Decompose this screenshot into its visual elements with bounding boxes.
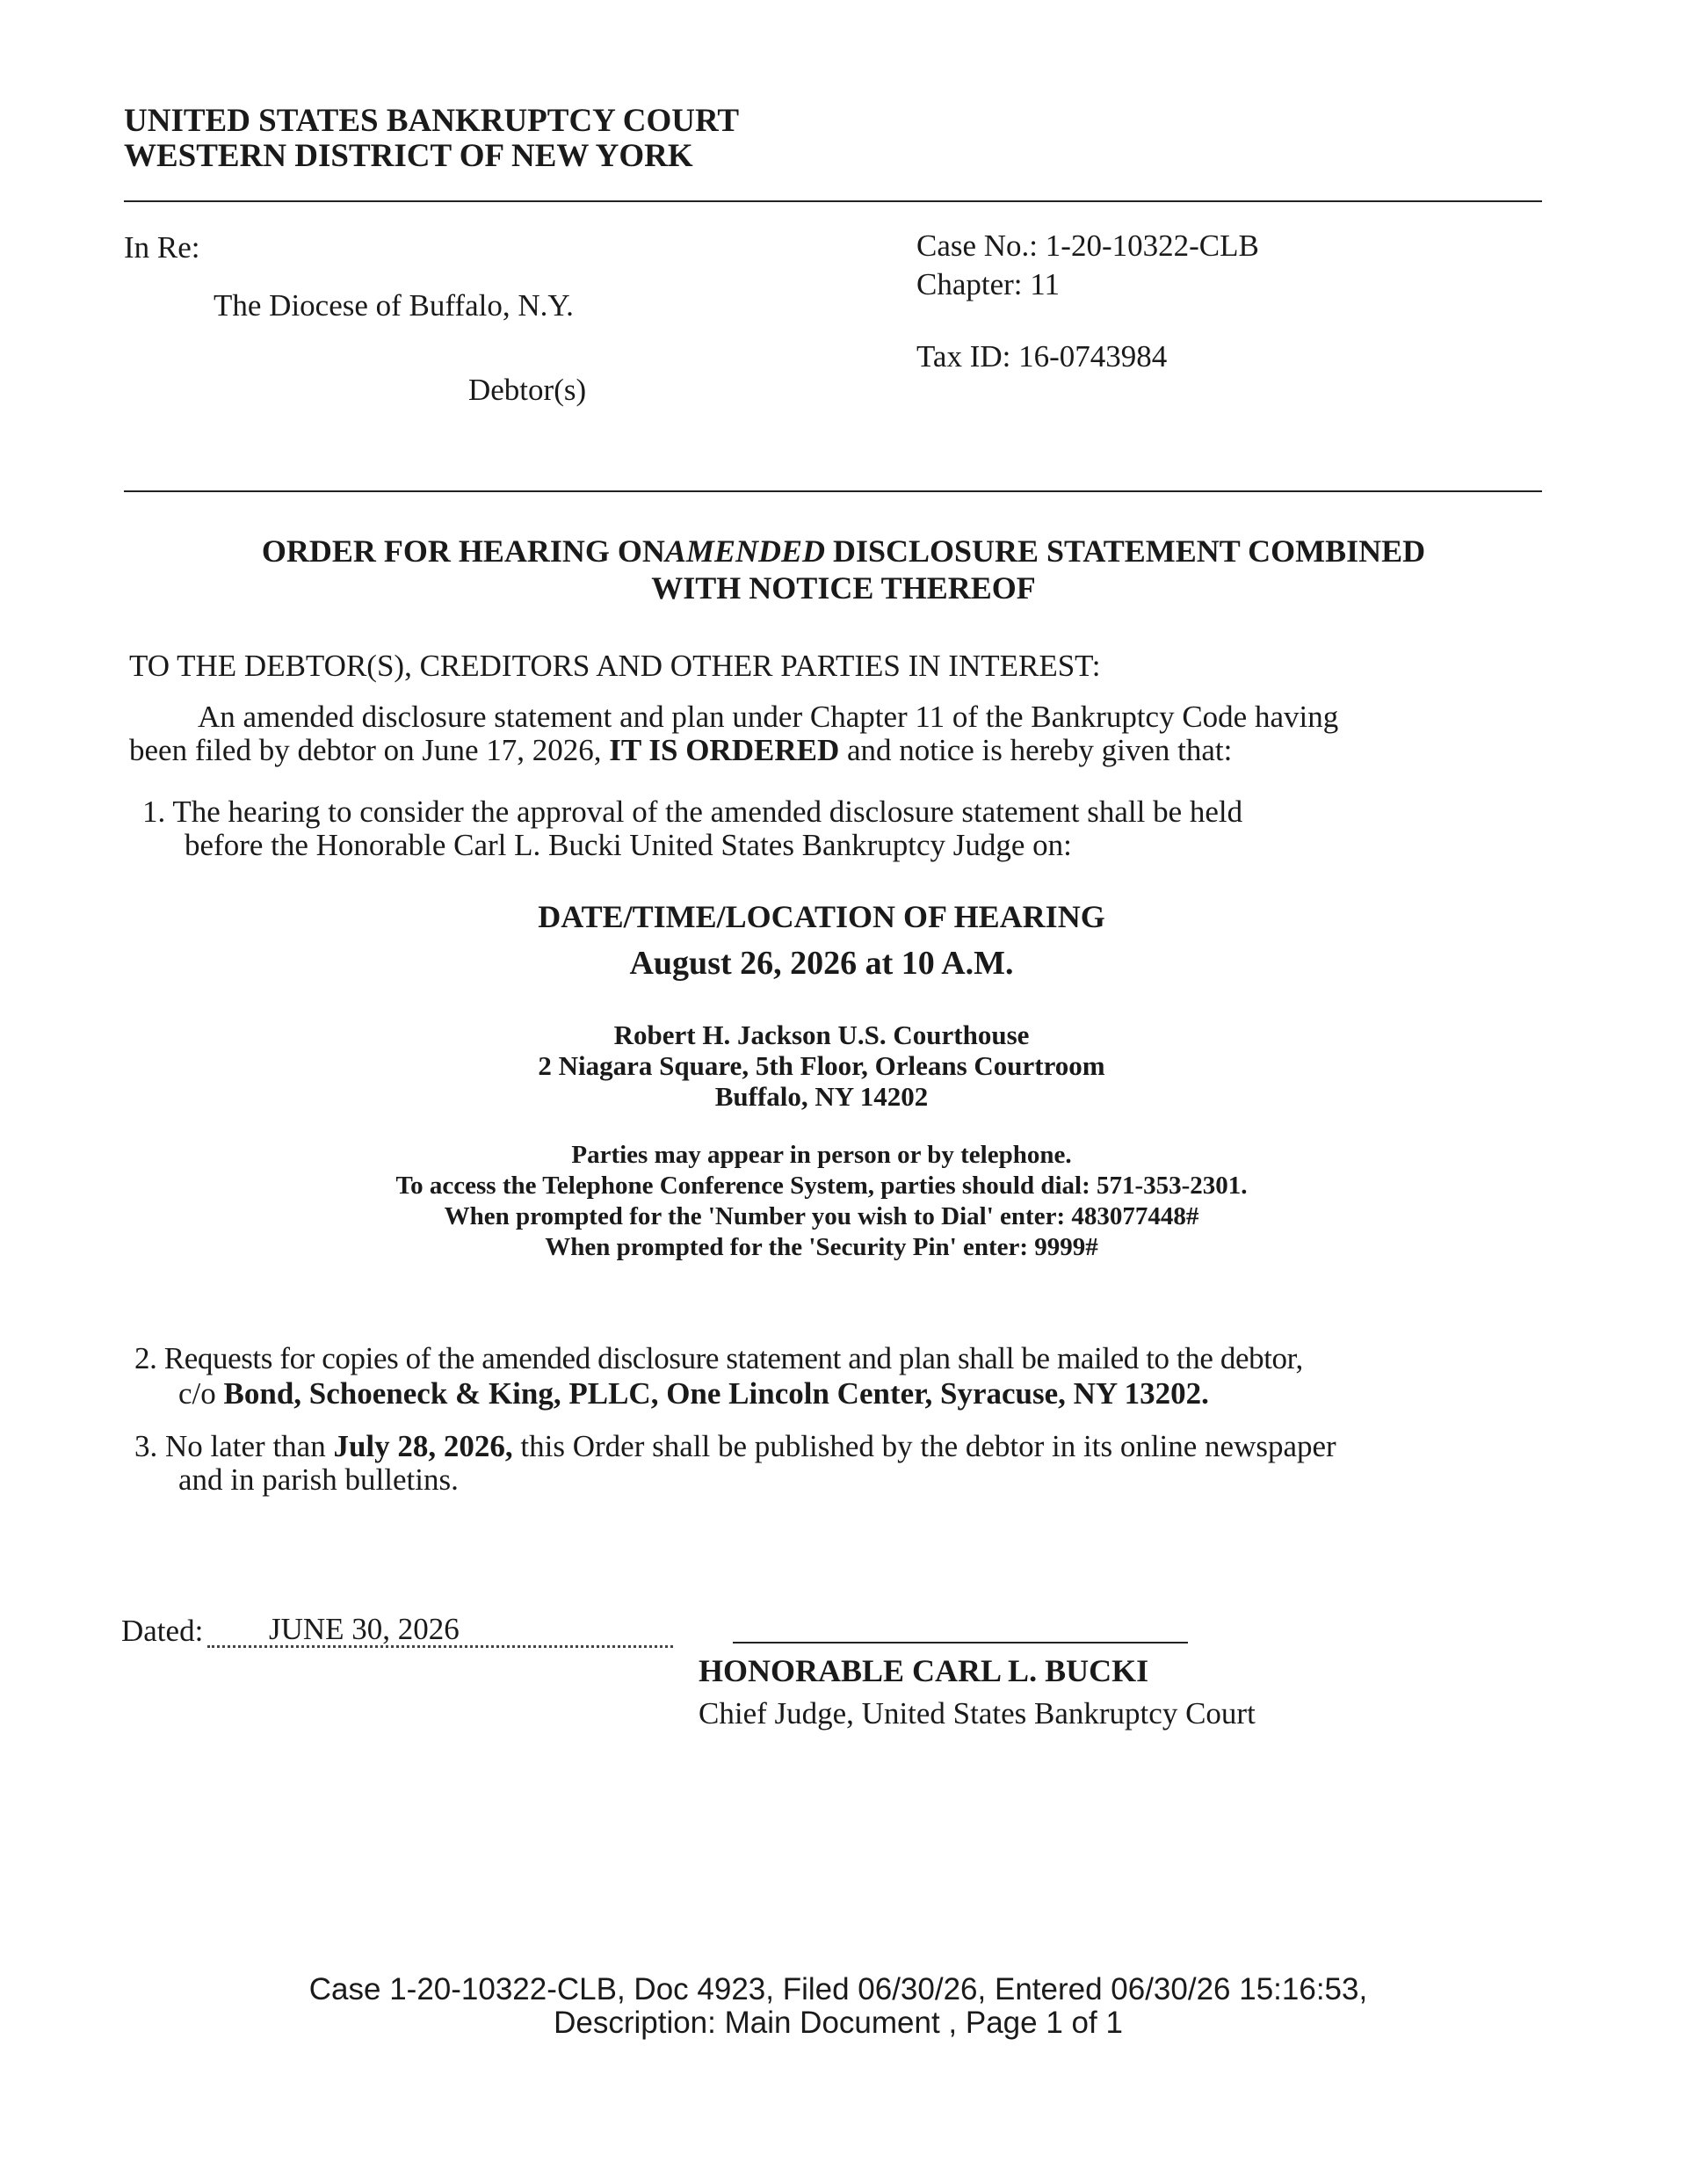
item3-line1-a: 3. No later than — [134, 1429, 334, 1463]
intro-line2-b: and notice is hereby given that: — [839, 733, 1233, 767]
dated-value: JUNE 30, 2026 — [269, 1612, 460, 1646]
it-is-ordered: IT IS ORDERED — [609, 733, 840, 767]
title-part3: DISCLOSURE STATEMENT COMBINED — [824, 533, 1426, 569]
item3-line1 — [134, 1429, 1336, 1464]
docket-footer-line2: Description: Main Document , Page 1 of 1 — [554, 2006, 1123, 2040]
dated-dotted-line — [207, 1645, 673, 1648]
item1-line2: before the Honorable Carl L. Bucki United States Bankruptcy Judge on: — [185, 828, 1072, 862]
phone-line4: When prompted for the 'Security Pin' enter: 9999# — [545, 1233, 1098, 1261]
signature-line — [733, 1642, 1188, 1643]
tax-id: Tax ID: 16-0743984 — [916, 339, 1168, 374]
header-divider — [124, 200, 1542, 202]
intro-line2-a: been filed by debtor on June 17, 2026, — [129, 733, 610, 767]
courthouse-name: Robert H. Jackson U.S. Courthouse — [613, 1019, 1030, 1050]
phone-line1: Parties may appear in person or by telephone. — [571, 1141, 1072, 1169]
debtor-counsel-address: Bond, Schoeneck & King, PLLC, One Lincoln Center, Syracuse, NY 13202. — [223, 1376, 1209, 1411]
court-name: UNITED STATES BANKRUPTCY COURT — [124, 103, 740, 139]
intro-line2 — [129, 733, 1232, 768]
salutation: TO THE DEBTOR(S), CREDITORS AND OTHER PARTIES IN INTEREST: — [129, 649, 1101, 683]
phone-line2: To access the Telephone Conference System, parties should dial: 571-353-2301. — [395, 1172, 1248, 1200]
order-title-line2: WITH NOTICE THEREOF — [651, 570, 1036, 606]
phone-line3: When prompted for the 'Number you wish to Dial' enter: 483077448# — [444, 1202, 1199, 1230]
item3-line1-b: this Order shall be published by the debtor in its online newspaper — [512, 1429, 1336, 1463]
courthouse-address: 2 Niagara Square, 5th Floor, Orleans Courtroom — [538, 1050, 1105, 1081]
judge-title: Chief Judge, United States Bankruptcy Court — [699, 1696, 1256, 1731]
dated-label: Dated: — [121, 1614, 204, 1648]
intro-line1: An amended disclosure statement and plan under Chapter 11 of the Bankruptcy Code having — [198, 700, 1339, 734]
docket-footer-line1: Case 1-20-10322-CLB, Doc 4923, Filed 06/30/26, Entered 06/30/26 15:16:53, — [308, 1972, 1368, 2006]
item1-line1: 1. The hearing to consider the approval of the amended disclosure statement shall be held — [142, 795, 1243, 829]
debtor-label: Debtor(s) — [468, 373, 587, 407]
court-district: WESTERN DISTRICT OF NEW YORK — [124, 138, 693, 174]
hearing-heading: DATE/TIME/LOCATION OF HEARING — [538, 899, 1105, 934]
in-re-label: In Re: — [124, 230, 200, 265]
publish-deadline: July 28, 2026, — [333, 1429, 513, 1463]
debtor-name: The Diocese of Buffalo, N.Y. — [214, 288, 574, 323]
item2-line2 — [178, 1376, 1209, 1411]
chapter: Chapter: 11 — [916, 267, 1060, 301]
judge-name: HONORABLE CARL L. BUCKI — [699, 1653, 1149, 1688]
item2-line2-a: c/o — [178, 1376, 224, 1411]
item2-line1: 2. Requests for copies of the amended disclosure statement and plan shall be mailed to the debtor, — [134, 1341, 1303, 1375]
order-title — [0, 533, 1687, 570]
caption-divider — [124, 490, 1542, 492]
title-part1: ORDER FOR HEARING ON — [261, 533, 665, 569]
title-amended: AMENDED — [664, 533, 825, 569]
hearing-datetime: August 26, 2026 at 10 A.M. — [629, 945, 1014, 982]
item3-line2: and in parish bulletins. — [178, 1462, 459, 1497]
courthouse-city: Buffalo, NY 14202 — [714, 1081, 929, 1112]
case-number: Case No.: 1-20-10322-CLB — [916, 229, 1259, 263]
